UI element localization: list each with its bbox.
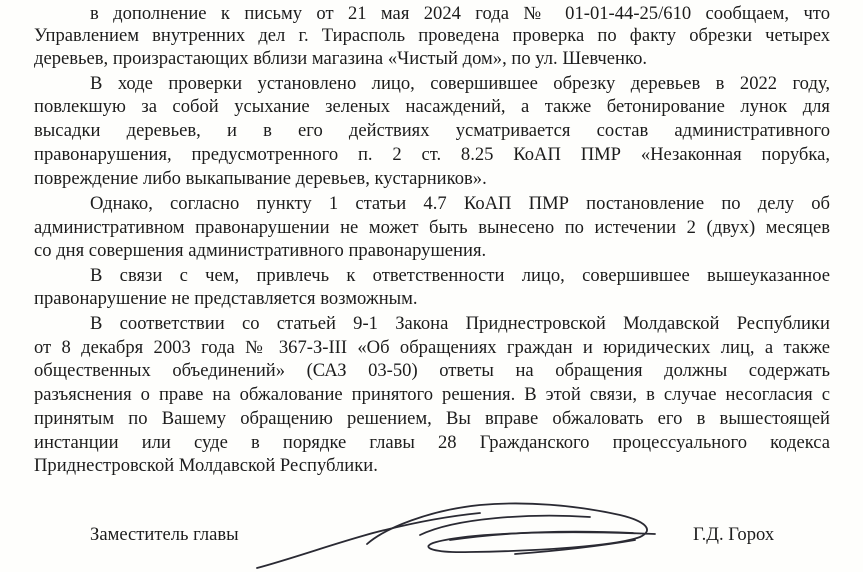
text-line: высадки деревьев, и в его действиях усматривается состав административного — [34, 120, 830, 141]
text-line: Однако, согласно пункту 1 статьи 4.7 КоАП ПМР постановление по делу об — [90, 193, 830, 214]
text-line: инстанции или суде в порядке главы 28 Гражданского процессуального кодекса — [34, 432, 830, 453]
signatory-name: Г.Д. Горох — [693, 524, 775, 545]
handwritten-signature — [255, 488, 675, 572]
text-line: Приднестровской Молдавской Республики. — [34, 455, 378, 476]
text-line: В соответствии со статьей 9-1 Закона Приднестровской Молдавской Республики — [90, 313, 830, 334]
text-line: деревьев, произрастающих вблизи магазина «Чистый дом», по ул. Шевченко. — [34, 48, 648, 69]
text-line: принятым по Вашему обращению решением, Вы вправе обжаловать его в вышестоящей — [34, 408, 830, 429]
text-line: разъяснения о праве на обжалование принятого решения. В этой связи, в случае несогласия с — [34, 384, 830, 405]
text-line: в дополнение к письму от 21 мая 2024 года № 01-01-44-25/610 сообщаем, что — [90, 3, 830, 24]
text-line: Управлением внутренних дел г. Тирасполь проведена проверка по факту обрезки четырех — [34, 25, 830, 46]
text-line: со дня совершения административного правонарушения. — [34, 240, 487, 261]
text-line: В связи с чем, привлечь к ответственности лицо, совершившее вышеуказанное — [90, 265, 830, 286]
text-line: правонарушение не представляется возможным. — [34, 288, 418, 309]
text-line: административном правонарушении не может быть вынесено по истечении 2 (двух) месяцев — [34, 217, 830, 238]
text-line: общественных объединений» (САЗ 03-50) ответы на обращения должны содержать — [34, 360, 830, 381]
text-line: повреждение либо выкапывание деревьев, кустарников». — [34, 168, 487, 189]
text-line: повлекшую за собой усыхание зеленых насаждений, а также бетонирование лунок для — [34, 96, 830, 117]
text-line: В ходе проверки установлено лицо, совершившее обрезку деревьев в 2022 году, — [90, 73, 830, 94]
signatory-position: Заместитель главы — [90, 524, 239, 545]
text-line: от 8 декабря 2003 года № 367-З-III «Об обращениях граждан и юридических лиц, а также — [34, 337, 830, 358]
text-line: правонарушения, предусмотренного п. 2 ст. 8.25 КоАП ПМР «Незаконная порубка, — [34, 144, 830, 165]
